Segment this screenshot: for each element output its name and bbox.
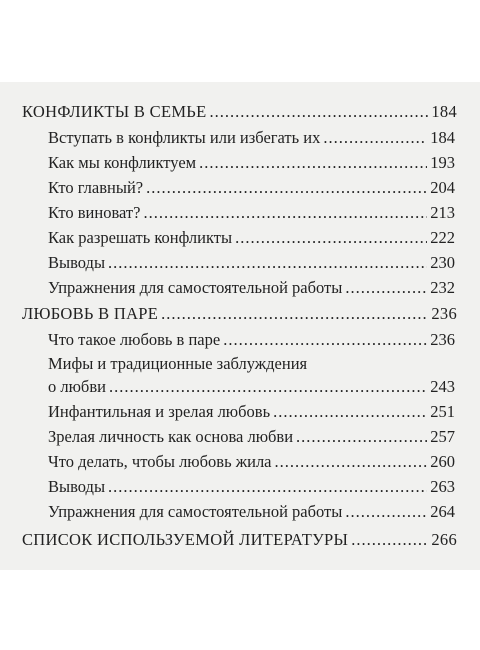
leader-dots [199, 153, 427, 173]
leader-dots [296, 427, 427, 447]
toc-page-number: 204 [430, 178, 455, 197]
toc-item[interactable] [48, 253, 455, 273]
toc-item-title: Инфантильная и зрелая любовь [48, 402, 271, 421]
toc-page-number: 230 [430, 253, 455, 272]
toc-item-title: Как мы конфликтуем [48, 153, 197, 172]
toc-item-title: Кто главный? [48, 178, 144, 197]
leader-dots [146, 178, 427, 198]
leader-dots [345, 278, 427, 298]
toc-item[interactable] [48, 377, 455, 397]
toc-section-bibliography[interactable] [22, 530, 457, 550]
toc-page-number: 184 [430, 128, 455, 147]
toc-item[interactable] [48, 427, 455, 447]
toc-item-title: Как разрешать конфликты [48, 228, 233, 247]
toc-item-title: Кто виноват? [48, 203, 141, 222]
toc-item-title-line1[interactable]: Мифы и традиционные заблуждения [48, 354, 308, 373]
leader-dots [345, 502, 427, 522]
leader-dots [209, 102, 428, 122]
toc-page-number: 213 [430, 203, 455, 222]
book-page [0, 82, 480, 570]
toc-page-number: 193 [430, 153, 455, 172]
leader-dots [108, 477, 427, 497]
toc-section-title: ЛЮБОВЬ В ПАРЕ [22, 304, 159, 323]
leader-dots [235, 228, 427, 248]
toc-item-title: Зрелая личность как основа любви [48, 427, 294, 446]
toc-item[interactable] [48, 178, 455, 198]
toc-item[interactable] [48, 153, 455, 173]
toc-item[interactable] [48, 128, 455, 148]
toc-page-number: 257 [430, 427, 455, 446]
toc-page-number: 184 [431, 102, 457, 121]
leader-dots [275, 452, 428, 472]
toc-page-number: 266 [431, 530, 457, 549]
toc-item[interactable] [48, 502, 455, 522]
toc-page-number: 232 [430, 278, 455, 297]
toc-item[interactable] [48, 452, 455, 472]
toc-item-title: Выводы [48, 477, 106, 496]
toc-page-number: 251 [430, 402, 455, 421]
toc-item[interactable] [48, 477, 455, 497]
toc-section-title: КОНФЛИКТЫ В СЕМЬЕ [22, 102, 207, 121]
toc-item[interactable] [48, 228, 455, 248]
leader-dots [351, 530, 428, 550]
toc-page-number: 236 [430, 330, 455, 349]
toc-item-title: Упражнения для самостоятельной работы [48, 278, 343, 297]
toc-item-title: Выводы [48, 253, 106, 272]
leader-dots [223, 330, 427, 350]
toc-page-number: 264 [430, 502, 455, 521]
toc-section-title: СПИСОК ИСПОЛЬЗУЕМОЙ ЛИТЕРАТУРЫ [22, 530, 349, 549]
leader-dots [273, 402, 427, 422]
toc-page-number: 263 [430, 477, 455, 496]
toc-item[interactable] [48, 330, 455, 350]
leader-dots [143, 203, 427, 223]
toc-item-title: о любви [48, 377, 106, 396]
toc-item[interactable] [48, 402, 455, 422]
toc-item[interactable] [48, 203, 455, 223]
toc-page-number: 260 [430, 452, 455, 471]
toc-section-conflicts[interactable] [22, 102, 457, 122]
leader-dots [109, 377, 427, 397]
leader-dots [323, 128, 427, 148]
toc-item-title: Упражнения для самостоятельной работы [48, 502, 343, 521]
toc-page-number: 243 [430, 377, 455, 396]
toc-page-number: 236 [431, 304, 457, 323]
toc-item-title: Что такое любовь в паре [48, 330, 221, 349]
toc-item-title: Что делать, чтобы любовь жила [48, 452, 272, 471]
toc-item[interactable] [48, 278, 455, 298]
toc-page-number: 222 [430, 228, 455, 247]
leader-dots [108, 253, 427, 273]
toc-section-love[interactable] [22, 304, 457, 324]
toc-item-title: Вступать в конфликты или избегать их [48, 128, 321, 147]
leader-dots [161, 304, 428, 324]
